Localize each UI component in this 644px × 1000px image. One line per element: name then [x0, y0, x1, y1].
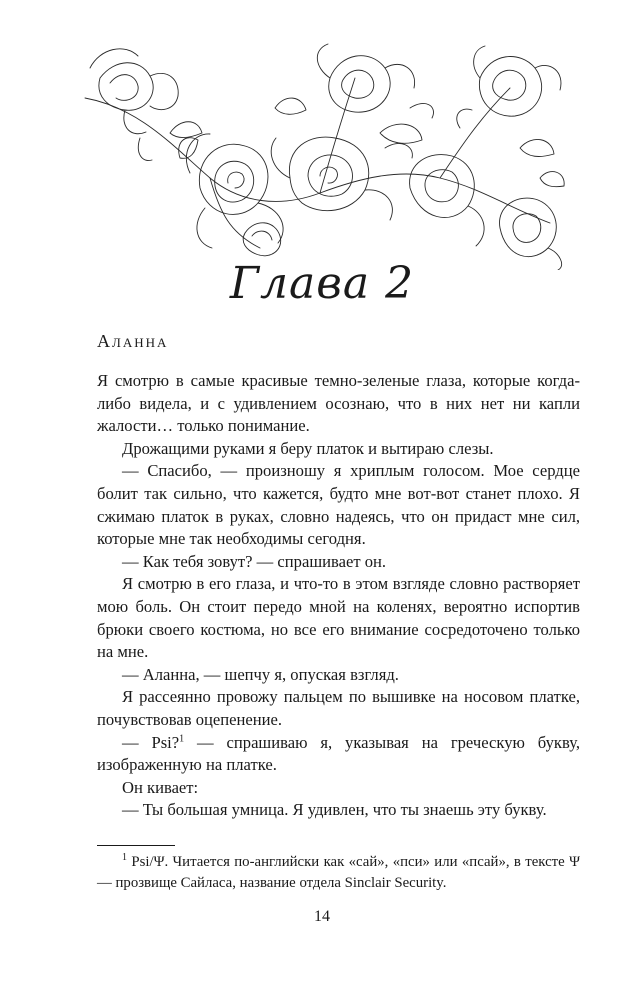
- paragraph: — Аланна, — шепчу я, опуская взгляд.: [122, 664, 399, 684]
- chapter-title: Глава 2: [229, 258, 415, 309]
- footnote-divider: [97, 845, 175, 846]
- footnote-mark: 1: [122, 852, 127, 864]
- floral-garland-icon: [80, 38, 570, 270]
- psi-question: — Psi?: [122, 732, 180, 752]
- floral-ornament: [80, 38, 570, 270]
- page-number: 14: [314, 908, 330, 925]
- footnote-reference: 1: [179, 732, 185, 744]
- footnote-text: Psi/Ψ. Читается по-английски как «сай», «пси» или «псай», в тексте Ψ — прозвище Сайласа, название отдела Sinclair Security.: [97, 854, 580, 891]
- paragraph: Он кивает:: [122, 777, 199, 797]
- psi-question-rest: — спрашиваю я, указывая на греческую букву, изображенную на платке.: [97, 732, 581, 775]
- paragraph-psi: [97, 732, 580, 777]
- chapter-body: [97, 370, 580, 822]
- paragraph: Я рассеянно провожу пальцем по вышивке на носовом платке, почувствовав оцепенение.: [97, 687, 580, 729]
- pov-character-name: Аланна: [97, 331, 169, 351]
- paragraph: Я смотрю в его глаза, и что-то в этом взгляде словно растворяет мою боль. Он стоит передо мной на коленях, вероятно испортив брюки своего костюма, но все его внимание сосредоточено только на мне.: [97, 574, 580, 662]
- paragraph: Дрожащими руками я беру платок и вытираю слезы.: [122, 438, 494, 458]
- paragraph: — Ты большая умница. Я удивлен, что ты знаешь эту букву.: [122, 800, 547, 820]
- paragraph: Я смотрю в самые красивые темно-зеленые глаза, которые когда-либо видела, и с удивлением осознаю, что в них нет ни капли жалости… только понимание.: [97, 371, 580, 436]
- paragraph: — Как тебя зовут? — спрашивает он.: [122, 551, 387, 571]
- paragraph: — Спасибо, — произношу я хриплым голосом. Мое сердце болит так сильно, что кажется, будто мне вот-вот станет плохо. Я сжимаю платок в руках, словно надеясь, что он придаст мне сил, которые мне так необходимы сегодня.: [97, 461, 580, 549]
- footnote: [97, 852, 580, 894]
